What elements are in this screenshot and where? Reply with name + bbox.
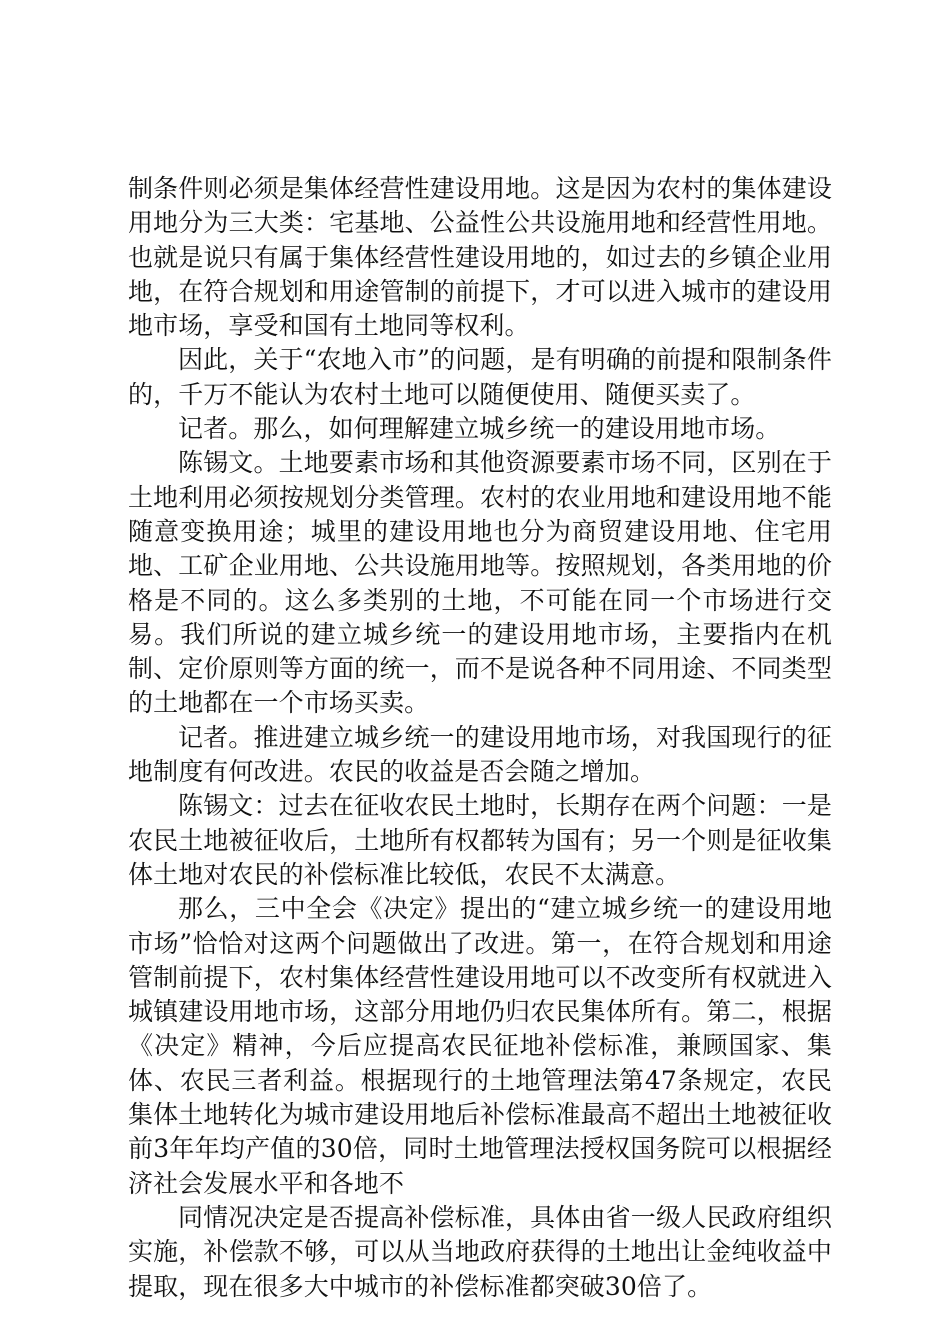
paragraph-3: 记者。那么，如何理解建立城乡统一的建设用地市场。 [178, 414, 781, 444]
paragraph-1: 制条件则必须是集体经营性建设用地。这是因为农村的集体建设用地分为三大类：宅基地、公益性公共设施用地和经营性用地。也就是说只有属于集体经营性建设用地的，如过去的乡镇企业用地，在符合规划和用途管制的前提下，才可以进入城市的建设用地市场，享受和国有土地同等权利。 [128, 174, 832, 341]
paragraph-6: 陈锡文：过去在征收农民土地时，长期存在两个问题：一是农民土地被征收后，土地所有权都转为国有；另一个则是征收集体土地对农民的补偿标准比较低，农民不太满意。 [128, 791, 832, 889]
document-page [128, 172, 832, 1304]
paragraph-2: 因此，关于“农地入市”的问题，是有明确的前提和限制条件的，千万不能认为农村土地可以随便使用、随便买卖了。 [128, 345, 832, 409]
paragraph-5: 记者。推进建立城乡统一的建设用地市场，对我国现行的征地制度有何改进。农民的收益是否会随之增加。 [128, 722, 832, 787]
paragraph-7: 那么，三中全会《决定》提出的“建立城乡统一的建设用地市场”恰恰对这两个问题做出了改进。第一，在符合规划和用途管制前提下，农村集体经营性建设用地可以不改变所有权就进入城镇建设用地市场，这部分用地仍归农民集体所有。第二，根据《决定》精神，今后应提高农民征地补偿标准，兼顾国家、集体、农民三者利益。根据现行的土地管理法第47条规定，农民集体土地转化为城市建设用地后补偿标准最高不超出土地被征收前3年年均产值的30倍，同时土地管理法授权国务院可以根据经济社会发展水平和各地不 [128, 894, 832, 1198]
paragraph-4: 陈锡文。土地要素市场和其他资源要素市场不同，区别在于土地利用必须按规划分类管理。农村的农业用地和建设用地不能随意变换用途；城里的建设用地也分为商贸建设用地、住宅用地、工矿企业用地、公共设施用地等。按照规划，各类用地的价格是不同的。这么多类别的土地，不可能在同一个市场进行交易。我们所说的建立城乡统一的建设用地市场，主要指内在机制、定价原则等方面的统一，而不是说各种不同用途、不同类型的土地都在一个市场买卖。 [128, 448, 832, 718]
paragraph-8: 同情况决定是否提高补偿标准，具体由省一级人民政府组织实施，补偿款不够，可以从当地政府获得的土地出让金纯收益中提取，现在很多大中城市的补偿标准都突破30倍了。 [128, 1202, 832, 1301]
